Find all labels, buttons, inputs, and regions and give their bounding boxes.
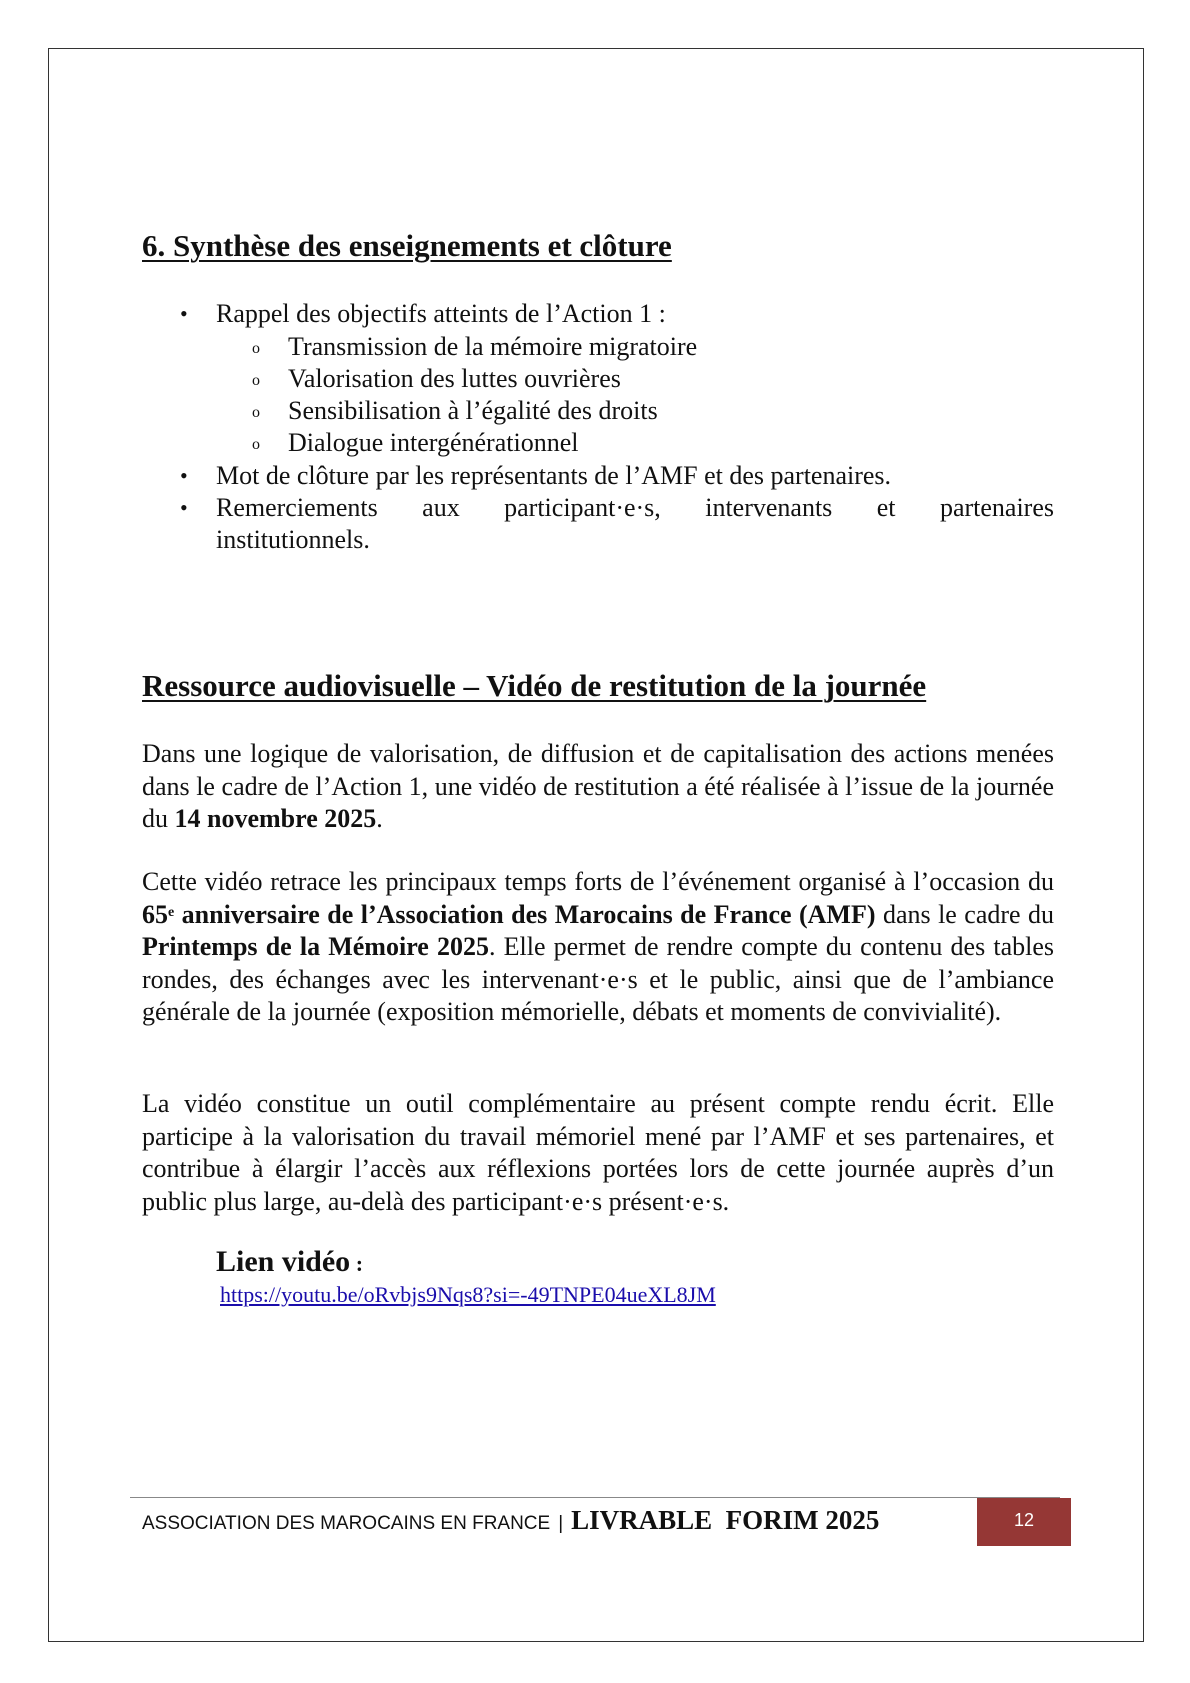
- event-name: Printemps de la Mémoire 2025: [142, 932, 489, 961]
- paragraph-2: [142, 866, 1054, 1029]
- bullet-text: Remerciements aux participant·e·s, intervenants et partenaires: [216, 493, 1054, 522]
- sub-item-text: Sensibilisation à l’égalité des droits: [288, 396, 658, 425]
- video-link-label: [216, 1245, 363, 1279]
- sub-item-text: Valorisation des luttes ouvrières: [288, 364, 621, 393]
- paragraph-1: [142, 738, 1054, 836]
- anniversary-number: 65: [142, 899, 168, 929]
- bullet-dot-icon: •: [180, 301, 188, 326]
- bullet-text: Mot de clôture par les représentants de l’AMF et des partenaires.: [216, 461, 892, 490]
- paragraph-2-text: dans le cadre du: [875, 899, 1054, 929]
- resource-section-title: Ressource audiovisuelle – Vidéo de restitution de la journée: [142, 668, 927, 703]
- page-frame: [48, 48, 1144, 1642]
- sub-item-text: Dialogue intergénérationnel: [288, 428, 579, 457]
- video-link[interactable]: https://youtu.be/oRvbjs9Nqs8?si=-49TNPE04ueXL8JM: [220, 1282, 716, 1307]
- page-number-badge: [977, 1498, 1071, 1546]
- circle-bullet-icon: o: [252, 436, 260, 453]
- circle-bullet-icon: o: [252, 404, 260, 421]
- bullet-dot-icon: •: [180, 463, 188, 488]
- circle-bullet-icon: o: [252, 340, 260, 357]
- paragraph-1-end: .: [376, 804, 383, 833]
- bullet-text-continued: institutionnels.: [216, 525, 370, 554]
- event-date: 14 novembre 2025: [174, 804, 377, 833]
- footer-deliverable: LIVRABLE FORIM 2025: [571, 1505, 880, 1535]
- bullet-text: Rappel des objectifs atteints de l’Action 1 :: [216, 299, 666, 328]
- ordinal-suffix: e: [168, 904, 175, 920]
- section-6-title: 6. Synthèse des enseignements et clôture: [142, 228, 672, 263]
- circle-bullet-icon: o: [252, 372, 260, 389]
- sub-item-text: Transmission de la mémoire migratoire: [288, 332, 698, 361]
- footer-separator: |: [558, 1513, 564, 1534]
- bullet-dot-icon: •: [180, 495, 188, 520]
- page-number: 12: [1013, 1510, 1035, 1530]
- paragraph-2-text: Cette vidéo retrace les principaux temps forts de l’événement organisé à l’occasion du: [142, 867, 1054, 896]
- video-link-colon: :: [350, 1251, 364, 1276]
- paragraph-2-text: . Elle permet de rendre compte du contenu des tables rondes, des échanges avec les intervenant·e·s et le public, ainsi que de l’ambiance générale de la journée (exposition mémorielle, débats et moments de convivialité).: [142, 932, 1054, 1026]
- footer-divider: [130, 1497, 1060, 1498]
- paragraph-3: La vidéo constitue un outil complémentaire au présent compte rendu écrit. Elle participe à la valorisation du travail mémoriel mené par l’AMF et ses partenaires, et contribue à élargir l’accès aux réflexions portées lors de cette journée auprès d’un public plus large, au-delà des participant·e·s présent·e·s.: [142, 1089, 1054, 1216]
- footer-organization: ASSOCIATION DES MAROCAINS EN FRANCE: [142, 1513, 551, 1534]
- paragraph-1-text: Dans une logique de valorisation, de diffusion et de capitalisation des actions menées dans le cadre de l’Action 1, une vidéo de restitution a été réalisée à l’issue de la journée du: [142, 739, 1054, 833]
- footer: [142, 1505, 879, 1536]
- association-name: anniversaire de l’Association des Marocains de France (AMF): [174, 899, 876, 929]
- video-link-heading: Lien vidéo: [216, 1245, 351, 1278]
